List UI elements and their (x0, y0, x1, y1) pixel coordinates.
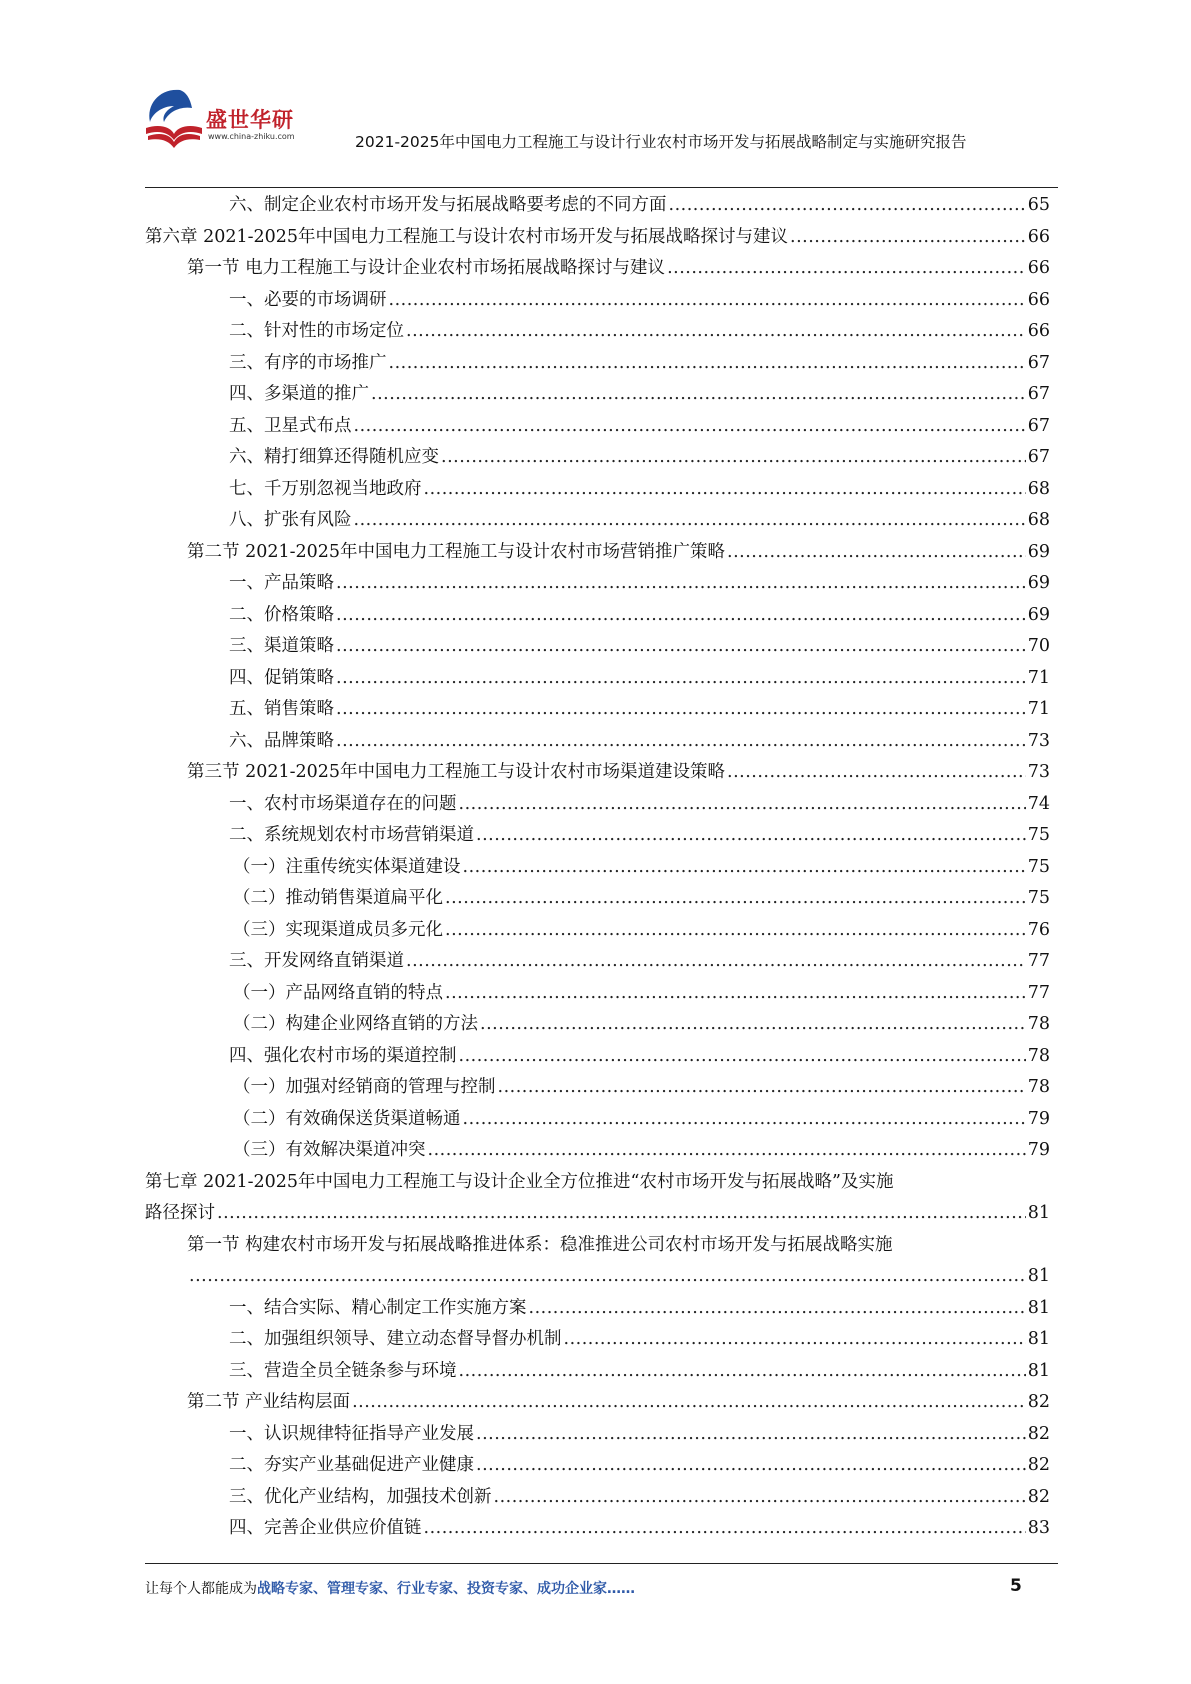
toc-subentry[interactable]: （一）加强对经销商的管理与控制 ..... 78 (145, 1072, 1050, 1104)
toc-entry[interactable]: 七、千万别忽视当地政府 ..... 68 (145, 474, 1050, 506)
toc-entry[interactable]: 四、完善企业供应价值链 ..... 83 (145, 1513, 1050, 1545)
footer-slogan (145, 1578, 635, 1598)
table-of-contents (145, 190, 1050, 1545)
toc-chapter[interactable]: 第六章 2021-2025年中国电力工程施工与设计农村市场开发与拓展战略探讨与建议 ..... 66 (145, 222, 1050, 254)
toc-subentry[interactable]: （三）有效解决渠道冲突 ..... 79 (145, 1135, 1050, 1167)
toc-subentry[interactable]: （一）注重传统实体渠道建设 ..... 75 (145, 852, 1050, 884)
toc-section-line1[interactable]: 第一节 构建农村市场开发与拓展战略推进体系：稳准推进公司农村市场开发与拓展战略实施 (187, 1234, 893, 1255)
toc-subentry[interactable]: （二）有效确保送货渠道畅通 ..... 79 (145, 1104, 1050, 1136)
toc-entry[interactable]: 三、开发网络直销渠道 ..... 77 (145, 946, 1050, 978)
toc-section[interactable]: 第二节 2021-2025年中国电力工程施工与设计农村市场营销推广策略 ..... 69 (145, 537, 1050, 569)
toc-subentry[interactable]: （三）实现渠道成员多元化 ..... 76 (145, 915, 1050, 947)
report-title: 2021-2025年中国电力工程施工与设计行业农村市场开发与拓展战略制定与实施研究报告 (355, 133, 967, 151)
toc-section[interactable]: 第二节 产业结构层面 ..... 82 (145, 1387, 1050, 1419)
toc-section[interactable]: 第一节 电力工程施工与设计企业农村市场拓展战略探讨与建议 ..... 66 (145, 253, 1050, 285)
toc-entry[interactable]: 二、针对性的市场定位 ..... 66 (145, 316, 1050, 348)
toc-entry[interactable]: 一、结合实际、精心制定工作实施方案 ..... 81 (145, 1293, 1050, 1325)
toc-section[interactable]: 第三节 2021-2025年中国电力工程施工与设计农村市场渠道建设策略 ..... 73 (145, 757, 1050, 789)
toc-entry[interactable]: 八、扩张有风险 ..... 68 (145, 505, 1050, 537)
toc-section-line2[interactable]: ..... 81 (145, 1261, 1050, 1293)
toc-entry[interactable]: 四、促销策略 ..... 71 (145, 663, 1050, 695)
toc-entry[interactable]: 三、渠道策略 ..... 70 (145, 631, 1050, 663)
toc-entry[interactable]: 五、销售策略 ..... 71 (145, 694, 1050, 726)
logo-name: 盛世华研 (206, 108, 294, 132)
footer-slogan-highlight: 战略专家、管理专家、行业专家、投资专家、成功企业家…… (257, 1581, 635, 1597)
toc-chapter-line2[interactable]: 路径探讨 ..... 81 (145, 1198, 1050, 1230)
toc-entry[interactable]: 六、制定企业农村市场开发与拓展战略要考虑的不同方面 ..... 65 (145, 190, 1050, 222)
toc-entry[interactable]: 二、系统规划农村市场营销渠道 ..... 75 (145, 820, 1050, 852)
footer-divider (145, 1563, 1058, 1564)
logo-url: www.china-zhiku.com (208, 132, 295, 141)
toc-entry[interactable]: 二、价格策略 ..... 69 (145, 600, 1050, 632)
toc-entry[interactable]: 四、强化农村市场的渠道控制 ..... 78 (145, 1041, 1050, 1073)
toc-entry[interactable]: 一、农村市场渠道存在的问题 ..... 74 (145, 789, 1050, 821)
toc-entry[interactable]: 二、夯实产业基础促进产业健康 ..... 82 (145, 1450, 1050, 1482)
toc-entry[interactable]: 一、认识规律特征指导产业发展 ..... 82 (145, 1419, 1050, 1451)
page-number: 5 (1010, 1576, 1022, 1596)
toc-entry[interactable]: 六、精打细算还得随机应变 ..... 67 (145, 442, 1050, 474)
header-divider (145, 187, 1058, 188)
toc-entry[interactable]: 一、产品策略 ..... 69 (145, 568, 1050, 600)
footer-slogan-prefix: 让每个人都能成为 (145, 1581, 257, 1597)
toc-entry[interactable]: 三、有序的市场推广 ..... 67 (145, 348, 1050, 380)
toc-entry[interactable]: 五、卫星式布点 ..... 67 (145, 411, 1050, 443)
toc-entry[interactable]: 六、品牌策略 ..... 73 (145, 726, 1050, 758)
toc-chapter-line1[interactable]: 第七章 2021-2025年中国电力工程施工与设计企业全方位推进“农村市场开发与拓展战略”及实施 (145, 1171, 894, 1192)
toc-entry[interactable]: 三、优化产业结构，加强技术创新 ..... 82 (145, 1482, 1050, 1514)
toc-entry[interactable]: 一、必要的市场调研 ..... 66 (145, 285, 1050, 317)
toc-subentry[interactable]: （二）构建企业网络直销的方法 ..... 78 (145, 1009, 1050, 1041)
toc-entry[interactable]: 四、多渠道的推广 ..... 67 (145, 379, 1050, 411)
toc-subentry[interactable]: （二）推动销售渠道扁平化 ..... 75 (145, 883, 1050, 915)
toc-subentry[interactable]: （一）产品网络直销的特点 ..... 77 (145, 978, 1050, 1010)
toc-entry[interactable]: 二、加强组织领导、建立动态督导督办机制 ..... 81 (145, 1324, 1050, 1356)
toc-entry[interactable]: 三、营造全员全链条参与环境 ..... 81 (145, 1356, 1050, 1388)
